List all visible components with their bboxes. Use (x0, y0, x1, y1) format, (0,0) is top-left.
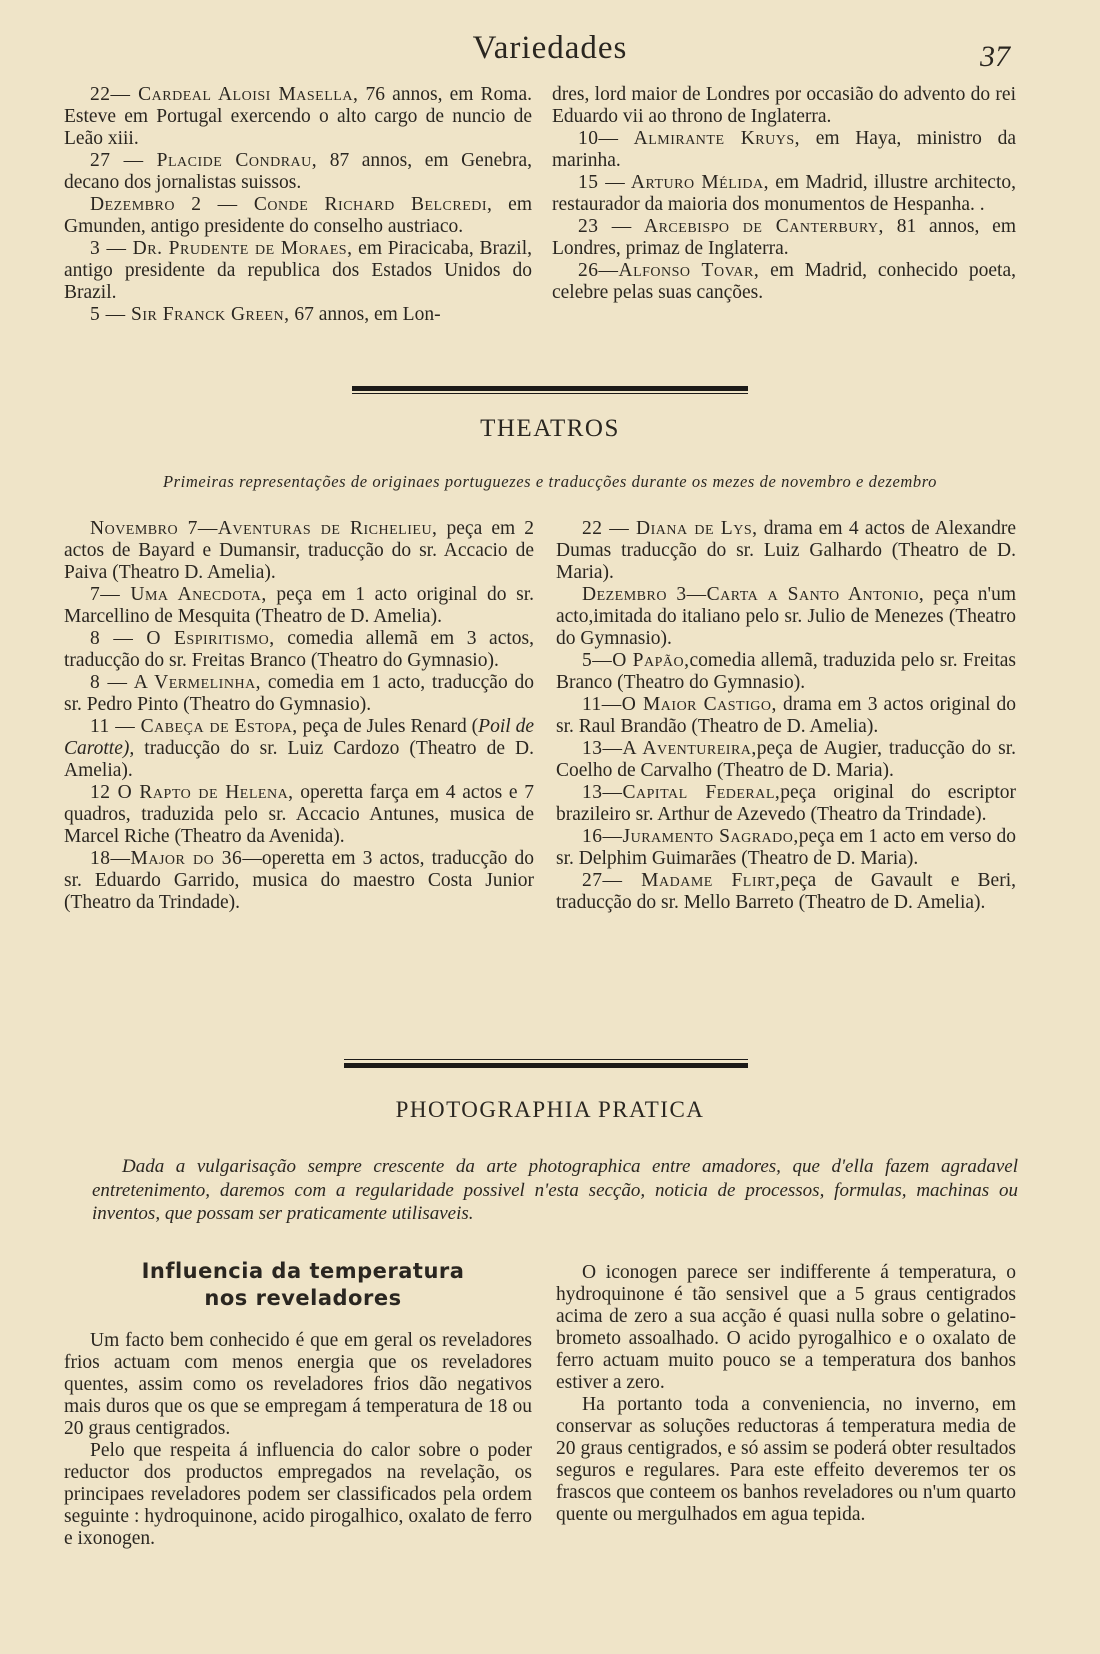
entry (64, 238, 532, 304)
entry-label: 5 — Sir Franck Green, (90, 304, 290, 325)
entry-label: 10— Almirante Kruys, (578, 128, 801, 149)
entry (556, 826, 1016, 870)
entry-label: 3 — Dr. Prudente de Moraes, (90, 238, 353, 259)
page-header-title: Variedades (472, 30, 628, 66)
paragraph: Ha portanto toda a conveniencia, no inverno, em conservar as soluções reductoras á temperatura media de 20 graus centigrados, e só assim se poderá obter resultados seguros e regulares. Para este effeito deveremos ter os frascos que conteem os banhos reveladores ou n'um quarto quente ou mergulhados em agua tepida. (556, 1394, 1016, 1525)
entry-text: peça de Jules Renard ( (297, 716, 479, 737)
entry-text: peça de Augier, traducção do sr. Coelho de Carvalho (Theatro de D. Maria). (556, 738, 1016, 781)
photographia-intro: Dada a vulgarisação sempre crescente da arte photographica entre amadores, que d'ella fazem agradavel entretenimento, daremos com a regularidade possivel n'esta secção, noticia de processos, formulas, machinas ou inventos, que possam ser praticamente utilisaveis. (92, 1156, 1018, 1224)
theatros-title: THEATROS (480, 415, 620, 442)
entry-text: 87 annos, em Genebra, decano dos jornalistas suissos. (64, 150, 532, 193)
entry (64, 194, 532, 238)
entry (64, 848, 534, 914)
entry-text: peça em 1 acto em verso do sr. Delphim Guimarães (Theatro de D. Maria). (556, 826, 1016, 869)
entry (64, 518, 534, 584)
entry-text: operetta farça em 4 actos e 7 quadros, traduzida pelo sr. Accacio Antunes, musica de Marcel Riche (Theatro da Avenida). (64, 782, 535, 847)
entry-text: 76 annos, em Roma. Esteve em Portugal exercendo o alto cargo de nuncio de Leão xiii. (64, 84, 532, 149)
entry-label: Novembro 7—Aventuras de Richelieu, (90, 518, 438, 539)
entry-label: Dezembro 3—Carta a Santo Antonio, (582, 584, 925, 605)
entry-text: traducção do sr. Luiz Cardozo (Theatro de D. Amelia). (64, 738, 534, 781)
article-title (68, 1258, 538, 1312)
entry (64, 672, 534, 716)
entry-text: em Haya, ministro da marinha. (552, 128, 1017, 171)
obituaries-right-column (552, 84, 1016, 304)
entry-label: 22 — Diana de Lys, (582, 518, 758, 539)
entry-text: peça em 1 acto original do sr. Marcellino de Mesquita (Theatro de D. Amelia). (64, 584, 534, 627)
entry-label: 5—O Papão, (582, 650, 690, 671)
entry (552, 216, 1016, 260)
entry-label: 11 — Cabeça de Estopa, (90, 716, 298, 737)
entry (552, 128, 1016, 172)
entry-text: comedia em 1 acto, traducção do sr. Pedro Pinto (Theatro do Gymnasio). (64, 672, 534, 715)
entry-label: 12 O Rapto de Helena, (90, 782, 294, 803)
entry-text: comedia allemã, traduzida pelo sr. Freitas Branco (Theatro do Gymnasio). (556, 650, 1016, 693)
section-divider-thin (344, 1059, 748, 1060)
photographia-right-column (556, 1262, 1016, 1526)
section-divider-thin (352, 393, 748, 394)
entry (64, 150, 532, 194)
entry (556, 870, 1016, 914)
entry (64, 304, 532, 326)
article-title-line-2: nos reveladores (204, 1286, 402, 1310)
entry-label: Dezembro 2 — Conde Richard Belcredi, (90, 194, 493, 215)
entry-label: 27 — Placide Condrau, (90, 150, 318, 171)
entry-label: 22— Cardeal Aloisi Masella, (90, 84, 359, 105)
section-divider (344, 1063, 748, 1068)
entry-text: 67 annos, em Lon- (289, 304, 441, 325)
entry (556, 650, 1016, 694)
entry (552, 172, 1016, 216)
entry (556, 518, 1016, 584)
entry-label: 13—Capital Federal, (582, 782, 781, 803)
entry-text: peça em 2 actos de Bayard e Dumansir, traducção do sr. Accacio de Paiva (Theatro D. Amelia). (64, 518, 534, 583)
entry-text: comedia allemã em 3 actos, traducção do sr. Freitas Branco (Theatro do Gymnasio). (64, 628, 534, 671)
photographia-left-column (64, 1330, 532, 1550)
entry-italic: Poil de Carotte), (64, 716, 534, 759)
paragraph: O iconogen parece ser indifferente á temperatura, o hydroquinone é tão sensivel que a 5 graus centigrados acima de zero a sua acção é quasi nulla sobre o gelatino-brometo assoalhado. O acido pyrogalhico e o oxalato de ferro actuam muito pouco se a temperatura dos banhos estiver a zero. (556, 1262, 1016, 1393)
entry-label: 13—A Aventureira, (582, 738, 757, 759)
entry (552, 84, 1016, 128)
theatros-right-column (556, 518, 1016, 914)
page-number: 37 (980, 40, 1010, 73)
obituaries-left-column (64, 84, 532, 326)
entry-label: 23 — Arcebispo de Canterbury, (578, 216, 884, 237)
entry-text: em Madrid, conhecido poeta, celebre pelas suas canções. (552, 260, 1016, 303)
entry (64, 84, 532, 150)
entry (64, 716, 534, 782)
theatros-subtitle: Primeiras representações de originaes portuguezes e traducções durante os mezes de novembro e dezembro (162, 472, 938, 491)
entry-text: em Madrid, illustre architecto, restaurador da maioria dos monumentos de Hespanha. . (552, 172, 1016, 215)
entry-text: drama em 3 actos original do sr. Raul Brandão (Theatro de D. Amelia). (556, 694, 1016, 737)
section-divider (352, 386, 748, 391)
photographia-title: PHOTOGRAPHIA PRATICA (395, 1097, 705, 1122)
entry-text: 81 annos, em Londres, primaz de Inglaterra. (552, 216, 1016, 259)
article-title-line-1: Influencia da temperatura (141, 1259, 465, 1283)
paragraph: Um facto bem conhecido é que em geral os reveladores frios actuam com menos energia que os reveladores quentes, assim como os reveladores frios dão negativos mais duros que os que se empregam á temperatura de 18 ou 20 graus centigrados. (64, 1330, 532, 1439)
entry-text: em Gmunden, antigo presidente do conselho austriaco. (64, 194, 532, 237)
entry-label: 27— Madame Flirt, (582, 870, 781, 891)
entry-label: 18—Major do 36 (90, 848, 243, 869)
entry-label: 11—O Maior Castigo, (582, 694, 777, 715)
entry-label: 15 — Arturo Mélida, (578, 172, 770, 193)
entry (64, 782, 534, 848)
entry-text: peça original do escriptor brazileiro sr. Arthur de Azevedo (Theatro da Trindade). (556, 782, 1016, 825)
paragraph: Pelo que respeita á influencia do calor sobre o poder reductor dos productos empregados na revelação, os principaes reveladores podem ser classificados pela ordem seguinte : hydroquinone, acido pirogalhico, oxalato de ferro e ixonogen. (64, 1440, 532, 1549)
entry-label: 26—Alfonso Tovar, (578, 260, 760, 281)
entry-text: peça de Gavault e Beri, traducção do sr. Mello Barreto (Theatro de D. Amelia). (556, 870, 1016, 913)
entry-text: dres, lord maior de Londres por occasião do advento do rei Eduardo vii ao throno de Inglaterra. (552, 84, 1016, 127)
entry (64, 628, 534, 672)
entry (64, 584, 534, 628)
entry-text: drama em 4 actos de Alexandre Dumas traducção do sr. Luiz Galhardo (Theatro de D. Maria). (556, 518, 1017, 583)
entry-label: 7— Uma Anecdota, (90, 584, 267, 605)
entry-text: peça n'um acto,imitada do italiano pelo sr. Julio de Menezes (Theatro do Gymnasio). (556, 584, 1016, 649)
entry-label: 8 — A Vermelinha, (90, 672, 262, 693)
entry-text: em Piracicaba, Brazil, antigo presidente da republica dos Estados Unidos do Brazil. (64, 238, 532, 303)
entry (556, 694, 1016, 738)
entry (552, 260, 1016, 304)
entry (556, 738, 1016, 782)
entry-label: 16—Juramento Sagrado, (582, 826, 799, 847)
entry-label: 8 — O Espiritismo, (90, 628, 275, 649)
entry (556, 782, 1016, 826)
entry (556, 584, 1016, 650)
entry-text: —operetta em 3 actos, traducção do sr. Eduardo Garrido, musica do maestro Costa Junior (Theatro da Trindade). (64, 848, 534, 913)
theatros-left-column (64, 518, 534, 914)
